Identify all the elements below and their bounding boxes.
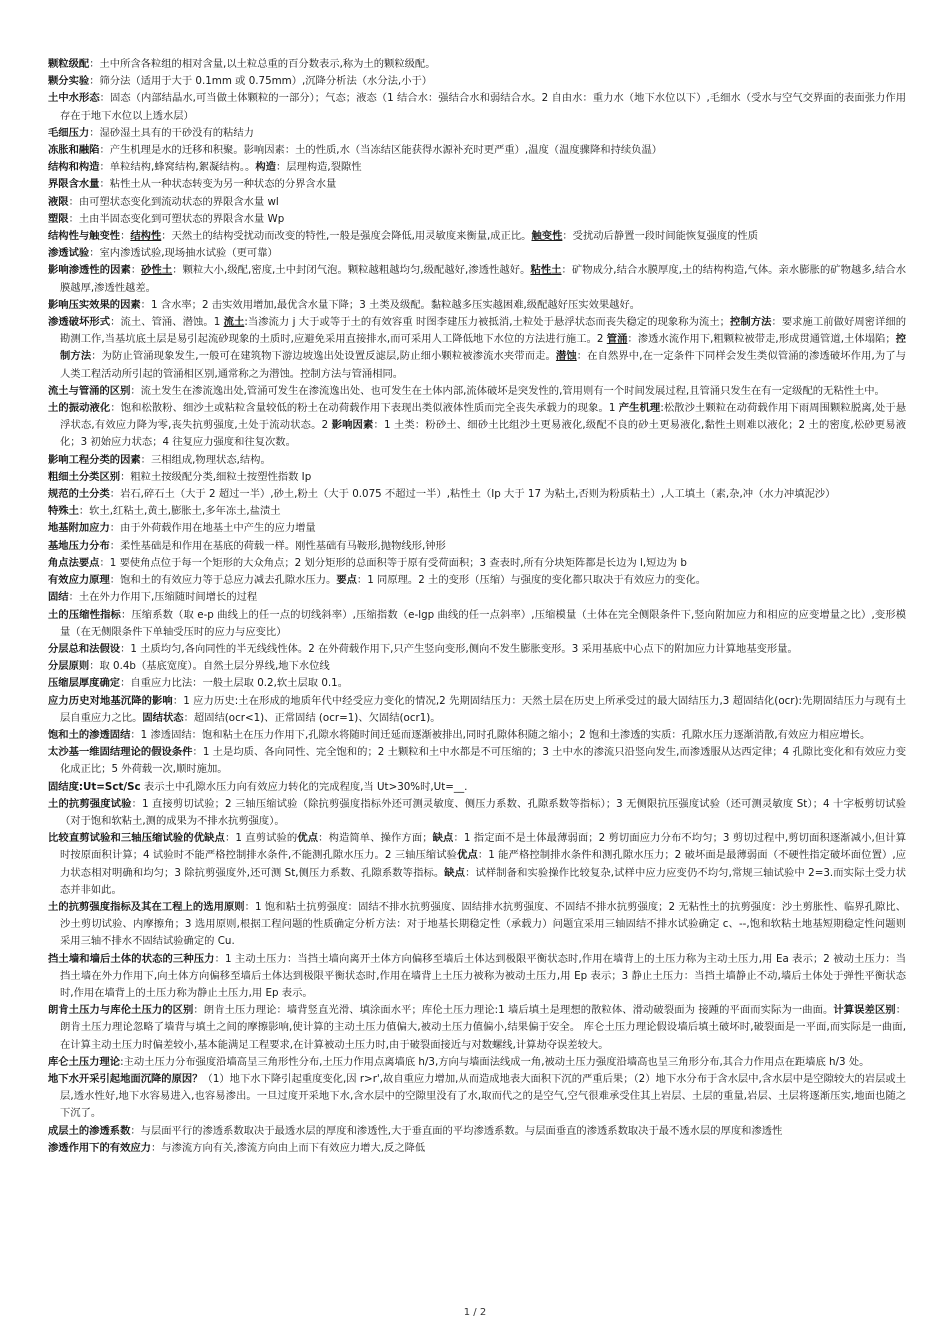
- definition-text: ：流土、管涌、潜蚀。1: [110, 316, 224, 329]
- term-heading: 渗透作用下的有效应力: [48, 1141, 151, 1154]
- term-heading: 颗分实验: [48, 75, 90, 88]
- term-heading: 应力历史对地基沉降的影响: [48, 694, 173, 707]
- inline-term: 控制方法: [60, 333, 906, 363]
- definition-paragraph: [48, 727, 906, 744]
- definition-text: ：层理构造,裂隙性: [275, 161, 362, 174]
- definition-text: ：室内渗透试验,现场抽水试验（更可靠）: [89, 247, 278, 260]
- term-heading: 颗粒级配: [48, 58, 90, 70]
- definition-text: ：土在外力作用下,压缩随时间增长的过程: [68, 591, 258, 604]
- inline-term: 流土: [223, 316, 245, 329]
- inline-term: 潜蚀: [555, 350, 577, 363]
- inline-term: 优点: [297, 832, 319, 845]
- term-heading: 土的压缩性指标: [48, 608, 121, 621]
- term-heading: 分层总和法假设: [48, 642, 121, 655]
- definition-paragraph: [48, 211, 906, 228]
- term-heading: 地下水开采引起地面沉降的原因？: [48, 1072, 203, 1085]
- definition-paragraph: [48, 452, 906, 469]
- page-number: 1 / 2: [463, 1307, 487, 1318]
- definition-text: ：1 应力历史:土在形成的地质年代中经受应力变化的情况,2 先期固结压力：天然土层在历史上所承受过的最大固结压力,3 超固结化(ocr):先期固结压力与现有土层自重应力之比。: [60, 694, 907, 724]
- inline-term: 影响因素: [331, 419, 374, 432]
- term-heading: 朗肯土压力与库伦土压力的区别: [48, 1004, 194, 1017]
- definition-paragraph: [48, 796, 906, 830]
- definition-paragraph: [48, 73, 906, 90]
- definition-text: ：朗肯土压力理论：墙背竖直光滑、填涂面水平；库伦土压力理论:1 墙后填土是理想的散粒体、滑动破裂面为 接踵的平面而实际为一曲面。: [193, 1004, 834, 1017]
- definition-paragraph: [48, 693, 906, 727]
- definition-paragraph: [48, 555, 906, 572]
- term-heading: 规范的土分类: [48, 488, 110, 501]
- definition-paragraph: [48, 589, 906, 606]
- term-heading: 土中水形态: [48, 92, 100, 105]
- inline-term: 粘性土: [530, 264, 562, 277]
- definition-text: :松散沙土颗粒在动荷载作用下雨周围颗粒脱离,处于悬浮状态,有效应力降为零,丧失抗剪强度,土处于流动状态。2: [60, 402, 907, 432]
- definition-text: ：1 土是均质、各向同性、完全饱和的；2 土颗粒和土中水都是不可压缩的；3 土中水的渗流只沿竖向发生,而渗透服从达西定律；4 孔隙比变化和有效应力变化成正比；5 外荷载一次,顺时施加。: [60, 746, 906, 776]
- definition-text: ：: [130, 264, 142, 277]
- definition-text: ：软土,红粘土,黄土,膨胀土,多年冻土,盐渍土: [78, 505, 281, 518]
- inline-term: 固结状态: [142, 711, 184, 724]
- term-heading: 饱和土的渗透固结: [48, 728, 131, 741]
- definition-text: ：取 0.4b（基底宽度）。自然土层分界线,地下水位线: [89, 660, 330, 673]
- term-heading: 土的抗剪强度指标及其在工程上的选用原则: [48, 900, 245, 913]
- definition-text: ：要求施工前做好周密详细的勘测工作,当基坑底土层是易引起流砂现象的土质时,应避免采用直接排水,而可采用人工降低地下水位的方法进行施工。2: [60, 316, 907, 346]
- definition-text: ：由于外荷载作用在地基土中产生的应力增量: [109, 522, 316, 535]
- term-heading: 渗透试验: [48, 247, 90, 260]
- definition-text: ：1 同原理。2 土的变形（压缩）与强度的变化都只取决于有效应力的变化。: [356, 574, 707, 587]
- term-heading: 渗透破坏形式: [48, 316, 111, 329]
- term-heading: 冻胀和融陷: [48, 144, 100, 157]
- definition-paragraph: [48, 607, 906, 641]
- term-heading: 分层原则: [48, 660, 90, 673]
- definition-text: ：1 饱和粘土抗剪强度：固结不排水抗剪强度、固结排水抗剪强度、不固结不排水抗剪强度；2 无粘性土的抗剪强度：沙土剪胀性、临界孔隙比、沙土剪切试验、内摩擦角；3 选用原则,根据工程问题的性质确定分析方法：对于地基长期稳定性（承载力）问题宜采用三轴固结不排水试验确定 c、--,饱和软粘土地基短期稳定性问题则采用三轴不排水不固结试验确定的 Cu.: [60, 900, 906, 948]
- term-heading: 挡土墙和墙后土体的状态的三种压力: [48, 952, 215, 965]
- term-heading: 流土与管涌的区别: [48, 384, 131, 397]
- definition-paragraph: [48, 641, 906, 658]
- definition-paragraph: [48, 383, 906, 400]
- definition-text: ：1 土类：粉砂土、细砂土比组沙土更易液化,级配不良的砂土更易液化,黏性土则难以液化；2 土的密度,松砂更易液化；3 初始应力状态；4 往复应力强度和往复次数。: [60, 419, 907, 449]
- definition-text: （1）地下水下降引起重度变化,因 r>r',故自重应力增加,从而造成地表大面积下沉的严重后果；（2）地下水分布于含水层中,含水层中是空隙较大的岩层或土层,透水性好,地下水容易进入,也容易渗出。一旦过度开采地下水,含水层中的空隙里没有了水,取而代之的是空气,空气很难承受住其上岩层、土层的重量,岩层、土层将逐渐压实,地面也随之下沉了。: [60, 1072, 907, 1120]
- term-heading: 液限: [48, 195, 69, 208]
- definition-text: ：三相组成,物理状态,结构。: [140, 453, 271, 466]
- definition-text: ：1 主动土压力：当挡土墙向离开土体方向偏移至墙后土体达到极限平衡状态时,作用在墙背上的土压力称为主动土压力,用 Ea 表示；2 被动土压力：当挡土墙在外力作用下,向土体方向偏移至墙后土体达到极限平衡状态时,作用在墙背上土压力被称为被动土压力,用 Ep 表示；3 静止土压力：当挡土墙静止不动,墙后土体处于弹性平衡状态时,作用在墙背上的土压力称为静止土压力,用 Ep 表示。: [60, 952, 906, 999]
- definition-paragraph: [48, 744, 906, 778]
- inline-term: 构造: [255, 161, 276, 174]
- inline-term: 砂性土: [141, 264, 173, 277]
- term-heading: 影响渗透性的因素: [48, 264, 131, 277]
- definition-text: ：1 直剪试验的: [224, 832, 298, 845]
- definition-paragraph: [48, 314, 906, 383]
- definition-paragraph: [48, 297, 906, 314]
- definition-text: ：1 含水率；2 击实效用增加,最优含水量下降；3 土类及级配。黏粒越多压实越困难,级配越好压实效果越好。: [140, 298, 641, 311]
- term-heading: 塑限: [48, 212, 69, 225]
- term-heading: 有效应力原理: [48, 574, 110, 587]
- definition-text: ：矿物成分,结合水膜厚度,土的结构构造,气体。亲水膨胀的矿物越多,结合水膜越厚,渗透性越差。: [60, 264, 907, 294]
- term-heading: 特殊土: [48, 505, 79, 518]
- definition-text: ：构造简单、操作方面；: [318, 832, 433, 845]
- definition-text: ：土由半固态变化到可塑状态的界限含水量 Wp: [68, 212, 285, 225]
- definition-text: ：湿砂湿土具有的干砂没有的粘结力: [89, 126, 254, 139]
- inline-term: 要点: [336, 574, 357, 587]
- term-heading: 固结: [48, 591, 69, 604]
- definition-paragraph: [48, 899, 906, 951]
- definition-text: ：超固结(ocr<1)、正常固结 (ocr=1)、欠固结(ocr1)。: [183, 711, 441, 724]
- term-heading: 结构和构造: [48, 161, 100, 174]
- term-heading: 毛细压力: [48, 126, 90, 139]
- definition-paragraph: [48, 779, 906, 796]
- inline-term: 优点: [457, 849, 478, 862]
- definition-text: ：1 渗透固结：饱和粘土在压力作用下,孔隙水将随时间迁延而逐渐被排出,同时孔隙体积随之缩小；2 饱和土渗透的实质：孔隙水压力逐渐消散,有效应力相应增长。: [130, 728, 871, 741]
- definition-paragraph: [48, 176, 906, 193]
- definition-text: ：为防止管涌现象发生,一般可在建筑物下游边坡逸出处设置反滤层,防止细小颗粒被渗流水夹带而走。: [91, 350, 556, 363]
- term-heading: 土的振动液化: [48, 402, 111, 415]
- inline-term: 缺点: [432, 832, 454, 845]
- definition-paragraph: [48, 538, 906, 555]
- definition-text: ：粗粒土按级配分类,细粒土按塑性指数 Ip: [120, 470, 312, 483]
- term-heading: 角点法要点: [48, 556, 100, 569]
- term-heading: 成层土的渗透系数: [48, 1124, 131, 1137]
- definition-text: ：: [120, 230, 131, 243]
- definition-text: ：流土发生在渗流逸出处,管涌可发生在渗流逸出处、也可发生在土体内部,流体破坏是突发性的,管用则有一个时间发展过程,且管涌只发生在有一定级配的无粘性土中。: [130, 384, 885, 397]
- term-heading: 固结度:Ut=Sct/Sc: [48, 780, 141, 793]
- term-heading: 地基附加应力: [48, 522, 110, 535]
- definition-paragraph: [48, 159, 906, 176]
- document-body: [48, 56, 906, 1157]
- definition-paragraph: [48, 125, 906, 142]
- definition-paragraph: [48, 1054, 906, 1071]
- definition-text: ：与层面平行的渗透系数取决于最透水层的厚度和渗透性,大于垂直面的平均渗透系数。与层面垂直的渗透系数取决于最不透水层的厚度和渗透性: [130, 1124, 783, 1137]
- definition-paragraph: [48, 951, 906, 1003]
- definition-paragraph: [48, 830, 906, 899]
- definition-text: 表示土中孔隙水压力向有效应力转化的完成程度,当 Ut>30%时,Ut=__.: [140, 780, 468, 793]
- definition-paragraph: [48, 1002, 906, 1054]
- definition-text: :主动土压力分布强度沿墙高呈三角形性分布,土压力作用点离墙底 h/3,方向与墙面法线成一角,被动土压力强度沿墙高也呈三角形分布,其合力作用点在距墙底 h/3 处。: [120, 1055, 870, 1068]
- definition-text: ：1 能严格控制排水条件和测孔隙水压力；2 破坏面是最薄弱面（不硬性指定破坏面位置）,应力状态相对明确和均匀；3 除抗剪强度外,还可测 St,侧压力系数、孔隙系数等指标。: [60, 849, 907, 879]
- definition-text: ：粘性土从一种状态转变为另一种状态的分界含水量: [99, 178, 337, 191]
- definition-text: ：产生机理是水的迁移和积聚。影响因素：土的性质,水（当冻结区能获得水源补充时更严重）,温度（温度骤降和持续负温）: [99, 144, 663, 157]
- definition-text: ：单粒结构,蜂窝结构,絮凝结构。。: [99, 161, 256, 174]
- definition-text: ：筛分法（适用于大于 0.1mm 或 0.75mm）,沉降分析法（水分法,小于）: [89, 75, 433, 88]
- definition-paragraph: [48, 520, 906, 537]
- definition-paragraph: [48, 503, 906, 520]
- definition-text: :当渗流力 j 大于或等于土的有效容重 时图李建压力被抵消,土粒处于悬浮状态而丧失稳定的现象称为流土；: [244, 316, 730, 329]
- definition-paragraph: [48, 1123, 906, 1140]
- definition-text: ：1 指定面不是土体最薄弱面；2 剪切面应力分布不均匀；3 剪切过程中,剪切面积逐渐减小,但计算时按原面积计算；4 试验时不能严格控制排水条件,不能测孔隙水压力。2 三轴压缩试验: [60, 832, 907, 862]
- definition-text: ：由可塑状态变化到流动状态的界限含水量 wl: [68, 195, 279, 208]
- definition-text: ：饱和松散粉、细沙土或粘粒含量较低的粉土在动荷载作用下表现出类似液体性质而完全丧失承载力的现象。1: [110, 402, 619, 415]
- definition-paragraph: [48, 572, 906, 589]
- term-heading: 库仑土压力理论: [48, 1055, 121, 1068]
- definition-text: ：饱和土的有效应力等于总应力减去孔隙水压力。: [109, 574, 337, 587]
- definition-paragraph: [48, 658, 906, 675]
- definition-text: ：天然土的结构受扰动而改变的特性,一般是强度会降低,用灵敏度来衡量,成正比。: [161, 230, 532, 243]
- term-heading: 结构性与触变性: [48, 230, 121, 243]
- term-heading: 太沙基一维固结理论的假设条件: [48, 746, 193, 759]
- definition-text: ：自重应力比法：一般土层取 0.2,软土层取 0.1。: [120, 677, 348, 690]
- definition-paragraph: [48, 675, 906, 692]
- term-heading: 压缩层厚度确定: [48, 677, 121, 690]
- definition-paragraph: [48, 400, 906, 452]
- definition-paragraph: [48, 486, 906, 503]
- definition-text: ：1 土质均匀,各向同性的半无线线性体。2 在外荷载作用下,只产生竖向变形,侧向不发生膨胀变形。3 采用基底中心点下的附加应力计算地基变形量。: [120, 642, 798, 655]
- term-heading: 比较直剪试验和三轴压缩试验的优缺点: [48, 832, 225, 845]
- definition-paragraph: [48, 1071, 906, 1123]
- definition-paragraph: [48, 245, 906, 262]
- term-heading: 影响压实效果的因素: [48, 298, 141, 311]
- inline-term: 管涌: [606, 333, 628, 346]
- definition-paragraph: [48, 1140, 906, 1157]
- term-heading: 土的抗剪强度试验: [48, 797, 132, 810]
- inline-term: 计算误差区别: [833, 1004, 896, 1017]
- definition-text: ：受扰动后静置一段时间能恢复强度的性质: [562, 230, 759, 243]
- definition-text: ：固态（内部结晶水,可当做土体颗粒的一部分）；气态；液态（1 结合水：强结合水和弱结合水。2 自由水：重力水（地下水位以下）,毛细水（受水与空气交界面的表面张力作用存在于地下水位以上透水层）: [60, 92, 907, 122]
- definition-paragraph: [48, 262, 906, 296]
- definition-text: ：颗粒大小,级配,密度,土中封闭气泡。颗粒越粗越均匀,级配越好,渗透性越好。: [172, 264, 531, 277]
- definition-paragraph: [48, 142, 906, 159]
- term-heading: 界限含水量: [48, 178, 100, 191]
- definition-text: ：岩石,碎石土（大于 2 超过一半）,砂土,粉土（大于 0.075 不超过一半）,粘性土（Ip 大于 17 为粘土,否则为粉质粘土）,人工填土（素,杂,冲（水力冲填泥沙）: [109, 488, 836, 501]
- definition-text: ：压缩系数（取 e-p 曲线上的任一点的切线斜率）,压缩指数（e-lgp 曲线的任一点斜率）,压缩模量（土体在完全侧限条件下,竖向附加应力和相应的应变增量之比）,变形模量（在无侧限条件下单轴受压时的应力与应变比）: [60, 608, 907, 638]
- definition-text: ：朗肯土压力理论忽略了墙背与填土之间的摩擦影响,使计算的主动土压力值偏大,被动土压力值偏小,结果偏于安全。 库仑土压力理论假设墙后填土破坏时,破裂面是一平面,而实际是一曲面,在计算主动土压力时偏差较小,基本能满足工程要求,在计算被动土压力时,由于破裂面接近与对数螺线,计算劫夺误差较大。: [60, 1004, 906, 1051]
- inline-term: 触变性: [531, 230, 563, 243]
- term-heading: 基地压力分布: [48, 539, 110, 552]
- term-heading: 影响工程分类的因素: [48, 453, 141, 466]
- definition-text: ：1 直接剪切试验；2 三轴压缩试验（除抗剪强度指标外还可测灵敏度、侧压力系数、孔隙系数等指标）；3 无侧限抗压强度试验（还可测灵敏度 St）；4 十字板剪切试验（对于饱和软粘土,测的成果为不排水抗剪强度）。: [60, 797, 906, 827]
- definition-paragraph: [48, 194, 906, 211]
- definition-text: ：土中所含各粒组的相对含量,以土粒总重的百分数表示,称为土的颗粒级配。: [89, 58, 436, 70]
- definition-paragraph: [48, 469, 906, 486]
- definition-text: ：柔性基础是和作用在基底的荷载一样。刚性基础有马鞍形,抛物线形,钟形: [109, 539, 446, 552]
- term-heading: 粗细土分类区别: [48, 470, 121, 483]
- definition-paragraph: [48, 228, 906, 245]
- definition-text: ：在自然界中,在一定条件下同样会发生类似管涌的渗透破坏作用,为了与人类工程活动所引起的管涌相区别,通常称之为潜蚀。控制方法与管涌相同。: [60, 350, 907, 380]
- inline-term: 结构性: [130, 230, 162, 243]
- definition-text: ：渗透水流作用下,粗颗粒被带走,形成贯通管道,土体塌陷；: [627, 333, 896, 346]
- definition-text: ：1 要使角点位于每一个矩形的大众角点；2 划分矩形的总面积等于原有受荷面积；3 查表时,所有分块矩阵都是长边为 l,短边为 b: [99, 556, 687, 569]
- definition-paragraph: [48, 90, 906, 124]
- inline-term: 控制方法: [729, 316, 772, 329]
- definition-text: ：与渗流方向有关,渗流方向由上而下有效应力增大,反之降低: [150, 1141, 426, 1154]
- definition-text: ：试样制备和实验操作比较复杂,试样中应力应变仍不均匀,常规三轴试验中 2=3.而实际土受力状态并非如此。: [60, 866, 906, 896]
- definition-paragraph: [48, 56, 906, 73]
- inline-term: 缺点: [444, 866, 466, 879]
- inline-term: 产生机理: [618, 402, 661, 415]
